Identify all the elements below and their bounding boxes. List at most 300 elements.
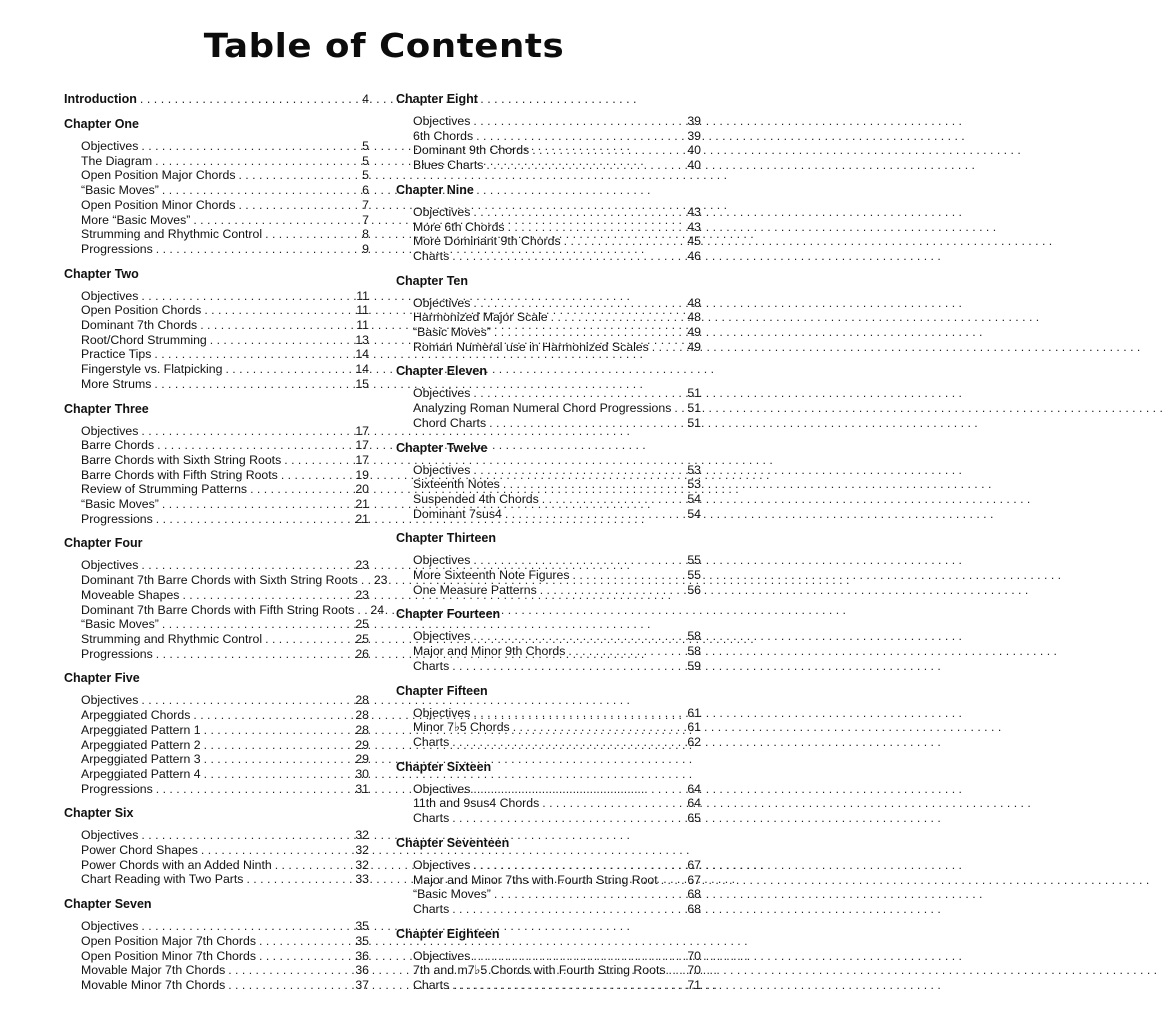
toc-entry-page: 43: [687, 219, 701, 234]
toc-entry-title: Objectives: [413, 295, 471, 310]
toc-entry-title: Dominant 7th Barre Chords with Fifth String Roots: [81, 602, 355, 617]
toc-entry-title: “Basic Moves”: [81, 497, 159, 512]
toc-entry: [81, 934, 369, 949]
chapter-heading: Chapter Thirteen: [396, 531, 497, 546]
dot-leader: [141, 919, 352, 934]
toc-entry-page: 61: [687, 720, 701, 735]
chapter-heading: Chapter Ten: [396, 273, 468, 288]
toc-entry-title: Moveable Shapes: [81, 587, 180, 602]
chapter-section: [396, 441, 701, 522]
toc-entry-title: More 6th Chords: [413, 219, 505, 234]
toc-entry-title: Major and Minor 9th Chords: [413, 644, 566, 659]
chapter-heading: Chapter Six: [64, 806, 134, 821]
toc-entry-page: 6: [362, 183, 369, 198]
dot-leader: [193, 708, 352, 723]
toc-entry-page: 68: [687, 901, 701, 916]
chapter-entries: [413, 205, 701, 264]
toc-entry-title: Strumming and Rhythmic Control: [81, 631, 263, 646]
chapter-section: [396, 364, 701, 430]
toc-entry-title: More Strums: [81, 376, 152, 391]
toc-entry-title: Progressions: [81, 646, 153, 661]
toc-entry-page: 23: [373, 573, 388, 588]
toc-entry-page: 55: [687, 553, 701, 568]
chapter-section: [64, 806, 369, 887]
dot-leader: [156, 647, 353, 662]
toc-entry: [81, 424, 369, 439]
toc-entry: [81, 919, 369, 934]
toc-entry-page: 39: [687, 114, 701, 128]
dot-leader: [154, 377, 352, 392]
dot-leader: [361, 573, 371, 588]
toc-entry: [413, 659, 701, 674]
toc-entry-title: Objectives: [413, 462, 471, 477]
chapter-heading: Chapter Three: [64, 401, 149, 416]
dot-leader: [154, 347, 352, 362]
toc-entry-title: Strumming and Rhythmic Control: [81, 227, 263, 242]
toc-entry-title: “Basic Moves”: [413, 325, 491, 340]
dot-leader: [259, 934, 352, 949]
dot-leader: [473, 553, 684, 568]
toc-entry-title: Objectives: [81, 828, 139, 843]
toc-entry: [413, 568, 701, 583]
dot-leader: [210, 333, 353, 348]
toc-entry-page: 53: [687, 462, 701, 477]
toc-entry-page: 11: [356, 303, 369, 318]
toc-entry-page: 7: [362, 212, 369, 227]
toc-entry-title: “Basic Moves”: [413, 887, 491, 902]
toc-entry-title: 7th and m7♭5 Chords with Fourth String Roots: [413, 963, 666, 978]
toc-entry-title: Objectives: [413, 553, 471, 568]
chapter-entries: [81, 919, 369, 993]
toc-entry: [413, 401, 701, 416]
dot-leader: [225, 362, 352, 377]
dot-leader: [204, 738, 353, 753]
toc-entry-title: Objectives: [413, 948, 471, 963]
dot-leader: [473, 858, 684, 873]
toc-entry: [81, 438, 369, 453]
toc-entry-title: Objectives: [81, 288, 139, 303]
toc-entry: [81, 289, 369, 304]
toc-entry: [413, 782, 701, 797]
toc-entry-title: Blues Charts: [413, 158, 484, 173]
dot-leader: [157, 438, 352, 453]
toc-entry-title: More “Basic Moves”: [81, 212, 191, 227]
toc-entry-page: 35: [355, 919, 369, 934]
toc-entry: [413, 796, 701, 811]
toc-entry-page: 21: [355, 511, 369, 526]
toc-entry-page: 71: [687, 978, 701, 993]
left-column: [64, 92, 388, 1003]
toc-entry-page: 29: [355, 737, 369, 752]
toc-entry-title: Charts: [413, 734, 450, 749]
toc-entry-title: Dominant 7th Barre Chords with Sixth String Roots: [81, 573, 358, 588]
dot-leader: [473, 114, 684, 129]
toc-entry: [413, 310, 701, 325]
toc-entry-title: The Diagram: [81, 153, 153, 168]
toc-entry-title: Chord Charts: [413, 415, 487, 430]
toc-entry-title: “Basic Moves”: [81, 183, 159, 198]
introduction-page: 4: [362, 92, 369, 106]
introduction-label: Introduction: [64, 92, 137, 106]
toc-entry: [81, 738, 369, 753]
toc-entry-title: Movable Major 7th Chords: [81, 963, 226, 978]
chapter-heading: Chapter Seventeen: [396, 835, 510, 850]
dot-leader: [452, 811, 684, 826]
chapter-heading: Chapter Four: [64, 536, 143, 551]
dot-leader: [141, 693, 352, 708]
toc-entry-page: 67: [687, 872, 701, 887]
toc-entry-title: Harmonized Major Scale: [413, 310, 548, 325]
dot-leader: [473, 386, 684, 401]
toc-entry-page: 70: [687, 963, 701, 978]
toc-entry-page: 37: [355, 977, 369, 992]
toc-entry-page: 67: [687, 857, 701, 872]
toc-entry-title: Charts: [413, 901, 450, 916]
toc-entry: [81, 468, 369, 483]
toc-entry: [413, 858, 701, 873]
toc-entry-title: Objectives: [81, 693, 139, 708]
toc-entry: [413, 234, 701, 249]
toc-entry-title: Charts: [413, 248, 450, 263]
toc-entry-title: Arpeggiated Pattern 2: [81, 737, 201, 752]
toc-entry-page: 58: [687, 644, 701, 659]
dot-leader: [513, 720, 685, 735]
chapter-heading: Chapter Sixteen: [396, 759, 492, 774]
right-column: [396, 92, 701, 1003]
toc-entry-page: 19: [355, 467, 369, 482]
toc-entry: [81, 303, 369, 318]
toc-entry: [413, 158, 701, 173]
toc-entry: [81, 978, 369, 993]
toc-entry-title: Progressions: [81, 241, 153, 256]
toc-entry-page: 13: [355, 332, 369, 347]
dot-leader: [246, 872, 352, 887]
toc-entry: [413, 978, 701, 993]
dot-leader: [162, 497, 352, 512]
toc-entry-page: 54: [687, 506, 701, 521]
dot-leader: [265, 632, 352, 647]
toc-entry: [81, 227, 369, 242]
toc-entry-title: Practice Tips: [81, 347, 152, 362]
toc-entry: [81, 497, 369, 512]
toc-entry: [413, 887, 701, 902]
chapter-heading: Chapter Five: [64, 671, 140, 686]
toc-entry-page: 23: [355, 587, 369, 602]
toc-entry-page: 56: [687, 582, 701, 597]
toc-entry-page: 8: [362, 227, 369, 242]
toc-entry: [81, 693, 369, 708]
chapter-heading: Chapter Eleven: [396, 364, 488, 379]
toc-entry-page: 25: [355, 631, 369, 646]
toc-entry-page: 62: [687, 734, 701, 749]
toc-entry-page: 48: [687, 310, 701, 325]
dot-leader: [532, 143, 684, 158]
toc-entry: [413, 220, 701, 235]
toc-entry-page: 32: [355, 828, 369, 843]
toc-entry-title: More Sixteenth Note Figures: [413, 568, 570, 583]
toc-entry-title: Open Position Minor 7th Chords: [81, 948, 256, 963]
chapter-section: [396, 274, 701, 355]
toc-entry: [81, 453, 369, 468]
toc-entry-title: Progressions: [81, 511, 153, 526]
toc-entry: [81, 782, 369, 797]
toc-entry-page: 36: [355, 963, 369, 978]
toc-entry: [81, 752, 369, 767]
dot-leader: [473, 629, 684, 644]
toc-entry-title: Open Position Minor Chords: [81, 197, 236, 212]
chapter-section: [64, 536, 388, 661]
toc-entry: [413, 706, 701, 721]
toc-entry-title: Objectives: [81, 423, 139, 438]
chapter-heading: Chapter Fourteen: [396, 607, 501, 622]
chapter-heading: Chapter Twelve: [396, 440, 488, 455]
toc-entry-title: 6th Chords: [413, 128, 474, 143]
toc-entry-title: Roman Numeral use in Harmonized Scales: [413, 339, 649, 354]
dot-leader: [476, 129, 684, 144]
toc-entry: [413, 735, 701, 750]
chapter-section: [396, 183, 701, 264]
chapter-heading: Chapter One: [64, 117, 140, 131]
toc-entry: [413, 463, 701, 478]
toc-entry-title: Objectives: [81, 558, 139, 573]
dot-leader: [238, 168, 359, 183]
toc-entry-page: 20: [355, 482, 369, 497]
toc-entry: [413, 902, 701, 917]
chapter-section: [64, 117, 369, 257]
toc-entry-title: Objectives: [413, 629, 471, 644]
toc-entry-page: 5: [362, 168, 369, 183]
toc-entry-page: 51: [687, 415, 701, 430]
toc-entry-title: Review of Strumming Patterns: [81, 482, 248, 497]
toc-entry-title: Sixteenth Notes: [413, 477, 500, 492]
chapter-section: [396, 836, 701, 917]
dot-leader: [141, 289, 353, 304]
chapter-section: [396, 531, 701, 597]
toc-entry: [81, 242, 369, 257]
toc-entry-page: 53: [687, 477, 701, 492]
toc-entry: [413, 507, 701, 522]
toc-entry-title: 11th and 9sus4 Chords: [413, 796, 540, 811]
toc-entry: [413, 205, 701, 220]
dot-leader: [141, 828, 352, 843]
toc-entry-title: Root/Chord Strumming: [81, 332, 207, 347]
chapter-heading: Chapter Nine: [396, 182, 474, 197]
dot-leader: [473, 296, 684, 311]
chapter-entries: [413, 386, 701, 430]
toc-entry-page: 54: [687, 491, 701, 506]
toc-entry-page: 17: [355, 452, 369, 467]
dot-leader: [540, 583, 685, 598]
chapter-entries: [413, 706, 701, 750]
toc-entry-title: Power Chord Shapes: [81, 843, 198, 858]
chapter-heading: Chapter Fifteen: [396, 683, 488, 698]
toc-entry-title: Objectives: [413, 114, 471, 128]
chapter-section: [64, 267, 369, 392]
dot-leader: [564, 234, 685, 249]
toc-entry-title: Objectives: [413, 705, 471, 720]
dot-leader: [228, 978, 352, 993]
chapter-section: [396, 92, 701, 173]
dot-leader: [162, 617, 352, 632]
toc-entry: [81, 558, 369, 573]
dot-leader: [473, 706, 684, 721]
toc-entry-title: Arpeggiated Chords: [81, 708, 191, 723]
dot-leader: [452, 902, 684, 917]
toc-entry-page: 64: [687, 781, 701, 796]
toc-entry: [81, 632, 369, 647]
dot-leader: [200, 318, 353, 333]
toc-entry: [413, 963, 701, 978]
chapter-section: [64, 897, 369, 993]
dot-leader: [494, 325, 684, 340]
toc-entry-title: Objectives: [413, 781, 471, 796]
toc-entry: [81, 318, 369, 333]
toc-entry: [81, 362, 369, 377]
toc-entry-title: Barre Chords with Sixth String Roots: [81, 452, 282, 467]
dot-leader: [503, 477, 685, 492]
dot-leader: [473, 949, 684, 964]
toc-entry-page: 33: [355, 872, 369, 887]
toc-entry: [413, 811, 701, 826]
toc-entry: [81, 588, 369, 603]
chapter-entries: [413, 782, 701, 826]
toc-entry: [81, 767, 369, 782]
toc-entry: [413, 949, 701, 964]
toc-entry-page: 29: [355, 752, 369, 767]
dot-leader: [228, 963, 352, 978]
toc-entry-page: 35: [355, 933, 369, 948]
dot-leader: [284, 453, 352, 468]
chapter-heading: Chapter Seven: [64, 897, 152, 912]
toc-entry: [81, 723, 369, 738]
toc-entry-title: Dominant 7th Chords: [81, 318, 198, 333]
dot-leader: [162, 183, 359, 198]
dot-leader: [452, 659, 684, 674]
toc-entry-page: 40: [687, 143, 701, 158]
toc-entry-page: 40: [687, 158, 701, 173]
toc-entry-page: 26: [355, 646, 369, 661]
dot-leader: [156, 782, 353, 797]
toc-entry: [413, 386, 701, 401]
toc-entry-title: Minor 7♭5 Chords: [413, 720, 510, 735]
toc-entry: [413, 129, 701, 144]
dot-leader: [542, 796, 684, 811]
chapter-entries: [413, 553, 701, 597]
dot-leader: [204, 723, 353, 738]
chapter-heading: Chapter Two: [64, 266, 139, 281]
toc-entry-page: 30: [355, 766, 369, 781]
dot-leader: [141, 424, 352, 439]
toc-entry: [413, 416, 701, 431]
dot-leader: [452, 978, 684, 993]
toc-entry-page: 17: [355, 423, 369, 438]
chapter-entries: [413, 949, 701, 993]
toc-entry-page: 5: [362, 153, 369, 168]
toc-entry-page: 48: [687, 295, 701, 310]
dot-leader: [551, 310, 685, 325]
dot-leader: [568, 644, 684, 659]
toc-entry: [81, 347, 369, 362]
dot-leader: [275, 858, 353, 873]
toc-entry-page: 11: [356, 288, 369, 303]
dot-leader: [201, 843, 352, 858]
toc-entry-title: Dominant 7sus4: [413, 506, 502, 521]
toc-entry-page: 25: [355, 617, 369, 632]
toc-entry: [413, 296, 701, 311]
toc-entry-title: Arpeggiated Pattern 1: [81, 722, 201, 737]
dot-leader: [652, 340, 685, 355]
toc-entry-title: Objectives: [413, 204, 471, 219]
toc-entry-page: 61: [687, 705, 701, 720]
dot-leader: [259, 949, 352, 964]
toc-entry: [81, 168, 369, 183]
toc-entry-page: 14: [355, 362, 369, 377]
dot-leader: [486, 158, 684, 173]
toc-entry-title: “Basic Moves”: [81, 617, 159, 632]
toc-entry-page: 45: [687, 234, 701, 249]
toc-entry-page: 51: [687, 401, 702, 416]
toc-entry: [413, 340, 701, 355]
left-chapter-list: [64, 117, 388, 993]
dot-leader: [182, 588, 352, 603]
toc-entry-page: 15: [355, 376, 369, 391]
toc-entry-title: Open Position Major Chords: [81, 168, 236, 183]
page-title: Table of Contents: [203, 26, 565, 65]
toc-entry-page: 59: [687, 658, 701, 673]
chapter-section: [64, 402, 369, 527]
toc-entry: [81, 198, 369, 213]
dot-leader: [452, 249, 684, 264]
toc-entry: [413, 873, 701, 888]
toc-entry-page: 43: [687, 204, 701, 219]
toc-entry: [413, 114, 701, 129]
toc-entry: [413, 583, 701, 598]
toc-entry-page: 21: [355, 497, 369, 512]
chapter-entries: [413, 858, 701, 917]
toc-entry-title: Charts: [413, 811, 450, 826]
toc-entry: [81, 828, 369, 843]
dot-leader: [674, 401, 684, 416]
toc-entry-title: Chart Reading with Two Parts: [81, 872, 244, 887]
chapter-entries: [81, 828, 369, 887]
toc-entry: [81, 872, 369, 887]
dot-leader: [238, 198, 359, 213]
toc-entry-title: One Measure Patterns: [413, 582, 537, 597]
toc-entry: [413, 553, 701, 568]
toc-entry-page: 11: [356, 318, 369, 333]
toc-entry: [413, 143, 701, 158]
toc-entry-page: 36: [355, 948, 369, 963]
toc-entry-page: 68: [687, 887, 701, 902]
chapter-entries: [413, 463, 701, 522]
toc-entry-title: Arpeggiated Pattern 3: [81, 752, 201, 767]
toc-entry-page: 17: [355, 438, 369, 453]
chapter-section: [396, 760, 701, 826]
dot-leader: [281, 468, 352, 483]
toc-entry-title: Movable Minor 7th Chords: [81, 977, 226, 992]
chapter-heading: Chapter Eighteen: [396, 926, 500, 941]
toc-entry-page: 58: [687, 629, 701, 644]
toc-entry-page: 39: [687, 128, 701, 143]
toc-entry: [81, 949, 369, 964]
toc-entry-title: Barre Chords: [81, 438, 155, 453]
toc-entry: [81, 213, 369, 228]
toc-entry-page: 65: [687, 811, 701, 826]
toc-entry-page: 55: [687, 568, 701, 583]
toc-entry: [81, 183, 369, 198]
toc-entry-title: Progressions: [81, 781, 153, 796]
dot-leader: [156, 242, 359, 257]
